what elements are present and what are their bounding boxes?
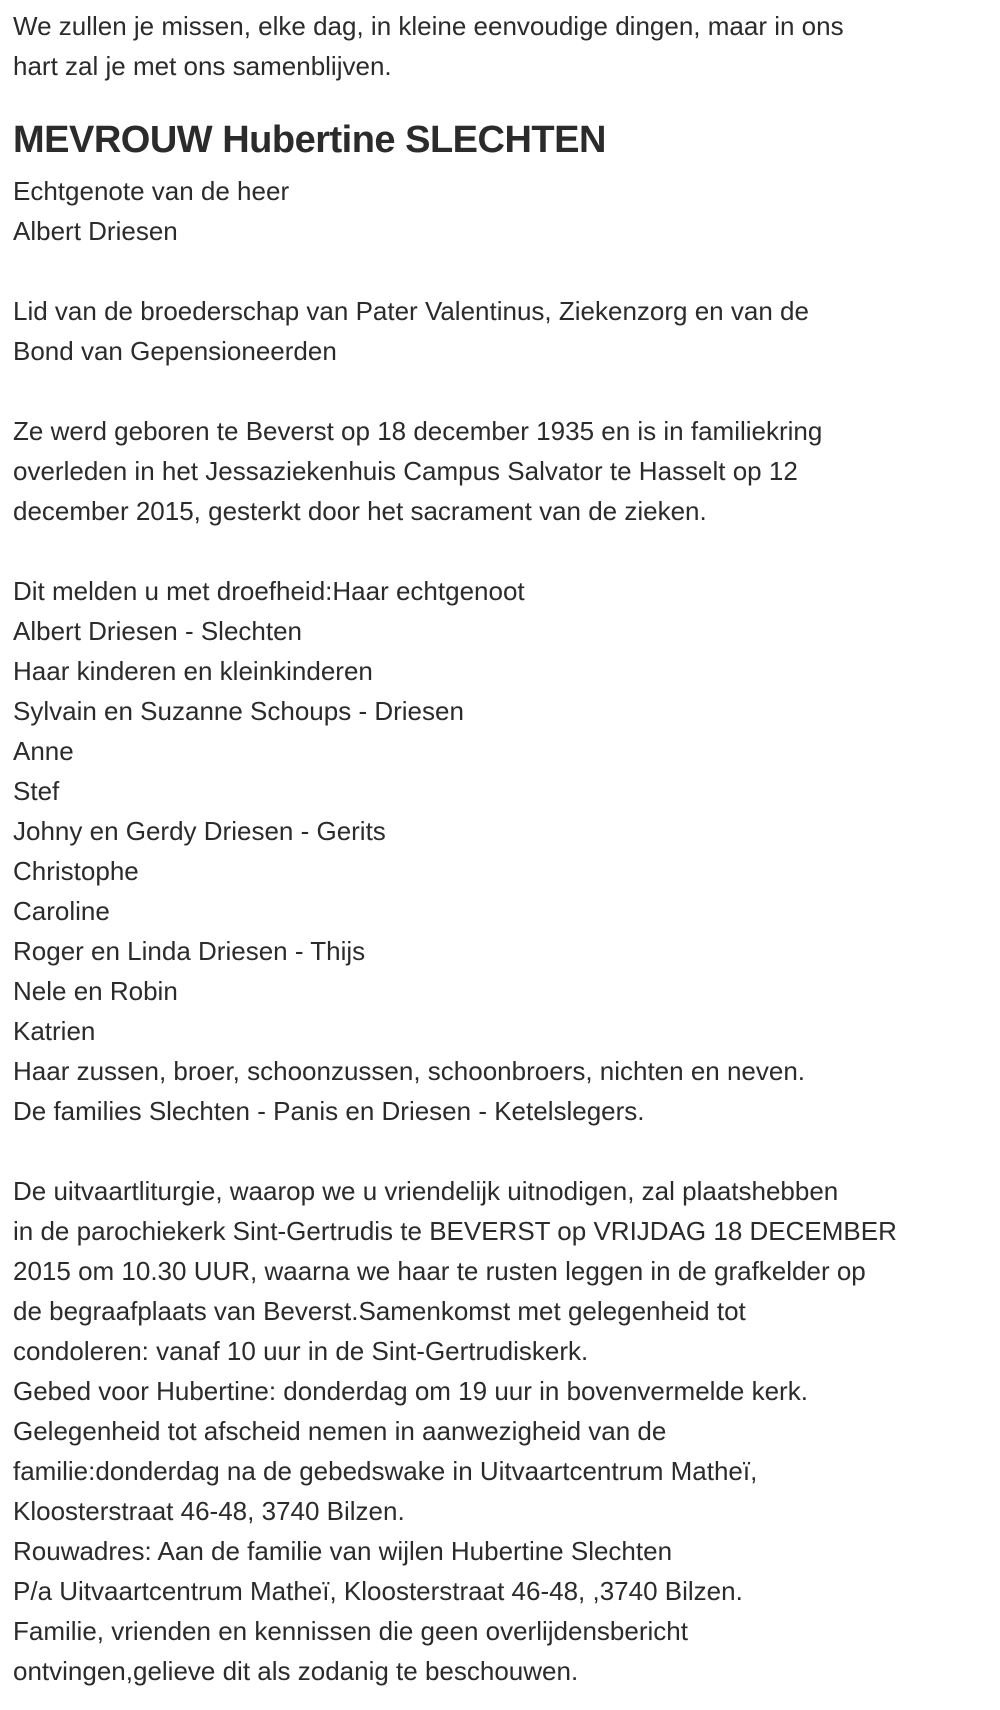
family-line: Albert Driesen - Slechten <box>13 616 303 646</box>
family-line: Haar zussen, broer, schoonzussen, schoonbroers, nichten en neven. <box>13 1056 806 1086</box>
family-line: Roger en Linda Driesen - Thijs <box>13 936 366 966</box>
family-line: Haar kinderen en kleinkinderen <box>13 656 373 686</box>
funeral-info-paragraph <box>13 1171 986 1691</box>
spouse-paragraph <box>13 171 986 251</box>
family-line: Anne <box>13 736 74 766</box>
funeral-line: P/a Uitvaartcentrum Matheï, Kloosterstraat 46-48, ,3740 Bilzen. <box>13 1576 743 1606</box>
funeral-line: Familie, vrienden en kennissen die geen overlijdensbericht <box>13 1616 688 1646</box>
membership-line: Bond van Gepensioneerden <box>13 336 337 366</box>
family-line: Dit melden u met droefheid:Haar echtgenoot <box>13 576 525 606</box>
intro-paragraph <box>13 6 986 86</box>
funeral-line: Gebed voor Hubertine: donderdag om 19 uur in bovenvermelde kerk. <box>13 1376 808 1406</box>
blank-line <box>13 1131 986 1171</box>
membership-paragraph <box>13 291 986 371</box>
intro-line: We zullen je missen, elke dag, in kleine eenvoudige dingen, maar in ons <box>13 11 844 41</box>
funeral-line: De uitvaartliturgie, waarop we u vriendelijk uitnodigen, zal plaatshebben <box>13 1176 839 1206</box>
family-line: Johny en Gerdy Driesen - Gerits <box>13 816 386 846</box>
family-line: Christophe <box>13 856 139 886</box>
family-line: Sylvain en Suzanne Schoups - Driesen <box>13 696 464 726</box>
funeral-line: de begraafplaats van Beverst.Samenkomst met gelegenheid tot <box>13 1296 746 1326</box>
membership-line: Lid van de broederschap van Pater Valentinus, Ziekenzorg en van de <box>13 296 809 326</box>
funeral-line: in de parochiekerk Sint-Gertrudis te BEVERST op VRIJDAG 18 DECEMBER <box>13 1216 897 1246</box>
funeral-line: condoleren: vanaf 10 uur in de Sint-Gertrudiskerk. <box>13 1336 589 1366</box>
funeral-line: Gelegenheid tot afscheid nemen in aanwezigheid van de <box>13 1416 667 1446</box>
family-line: Caroline <box>13 896 110 926</box>
family-announcement-paragraph <box>13 571 986 1131</box>
blank-line <box>13 251 986 291</box>
blank-line <box>13 531 986 571</box>
family-line: Katrien <box>13 1016 96 1046</box>
blank-line <box>13 371 986 411</box>
spouse-line: Albert Driesen <box>13 216 178 246</box>
family-line: Nele en Robin <box>13 976 178 1006</box>
birth-death-line: december 2015, gesterkt door het sacrament van de zieken. <box>13 496 707 526</box>
deceased-name-title: MEVROUW Hubertine SLECHTEN <box>13 119 606 161</box>
funeral-line: Rouwadres: Aan de familie van wijlen Hubertine Slechten <box>13 1536 673 1566</box>
funeral-line: Kloosterstraat 46-48, 3740 Bilzen. <box>13 1496 405 1526</box>
funeral-line: 2015 om 10.30 UUR, waarna we haar te rusten leggen in de grafkelder op <box>13 1256 866 1286</box>
family-line: Stef <box>13 776 60 806</box>
spouse-line: Echtgenote van de heer <box>13 176 290 206</box>
family-line: De families Slechten - Panis en Driesen - Ketelslegers. <box>13 1096 645 1126</box>
intro-line: hart zal je met ons samenblijven. <box>13 51 392 81</box>
birth-death-paragraph <box>13 411 986 531</box>
funeral-line: ontvingen,gelieve dit als zodanig te beschouwen. <box>13 1656 579 1686</box>
birth-death-line: Ze werd geboren te Beverst op 18 december 1935 en is in familiekring <box>13 416 823 446</box>
funeral-line: familie:donderdag na de gebedswake in Uitvaartcentrum Matheï, <box>13 1456 758 1486</box>
birth-death-line: overleden in het Jessaziekenhuis Campus Salvator te Hasselt op 12 <box>13 456 798 486</box>
